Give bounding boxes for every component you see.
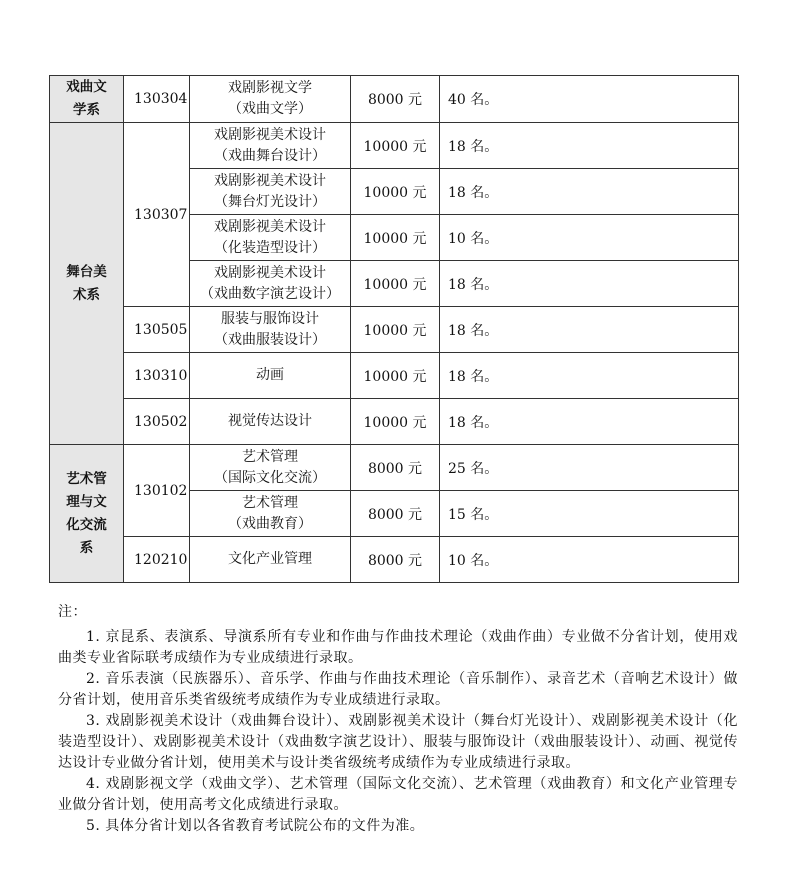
major-cell — [190, 76, 351, 123]
major-line: 艺术管理 — [242, 448, 298, 465]
major-line: 动画 — [256, 367, 284, 383]
major-line: （戏曲舞台设计） — [214, 147, 326, 164]
major-line: （舞台灯光设计） — [214, 193, 326, 210]
major-cell — [190, 399, 351, 445]
note-item: 3. 戏剧影视美术设计（戏曲舞台设计）、戏剧影视美术设计（舞台灯光设计）、戏剧影视美术设计（化装造型设计）、戏剧影视美术设计（戏曲数字演艺设计）、服装与服饰设计（戏曲服装设计）、动画、视觉传达设计专业做分省计划，使用美术与设计类省级统考成绩作为专业成绩进行录取。 — [58, 713, 738, 771]
fee-cell: 10000 元 — [351, 353, 440, 399]
dept-line: 学系 — [73, 102, 100, 118]
code-cell: 120210 — [124, 537, 190, 583]
fee-cell: 10000 元 — [351, 399, 440, 445]
fee-cell: 10000 元 — [351, 261, 440, 307]
table-row — [50, 445, 739, 491]
major-line: 艺术管理 — [242, 494, 298, 511]
table-row — [50, 537, 739, 583]
note-item: 1. 京昆系、表演系、导演系所有专业和作曲与作曲技术理论（戏曲作曲）专业做不分省计划，使用戏曲类专业省际联考成绩作为专业成绩进行录取。 — [58, 629, 738, 666]
major-cell — [190, 261, 351, 307]
note-item: 5. 具体分省计划以各省教育考试院公布的文件为准。 — [86, 818, 425, 834]
major-line: 文化产业管理 — [228, 551, 312, 567]
fee-cell: 10000 元 — [351, 215, 440, 261]
major-cell — [190, 215, 351, 261]
table-row — [50, 76, 739, 123]
note-item: 4. 戏剧影视文学（戏曲文学）、艺术管理（国际文化交流）、艺术管理（戏曲教育）和文化产业管理专业做分省计划，使用高考文化成绩进行录取。 — [58, 776, 738, 813]
major-cell — [190, 353, 351, 399]
code-cell: 130310 — [124, 353, 190, 399]
quota-cell: 10 名。 — [440, 215, 739, 261]
major-cell — [190, 169, 351, 215]
quota-cell: 18 名。 — [440, 307, 739, 353]
major-cell — [190, 445, 351, 491]
note-item: 2. 音乐表演（民族器乐）、音乐学、作曲与作曲技术理论（音乐制作）、录音艺术（音响艺术设计）做分省计划，使用音乐类省级统考成绩作为专业成绩进行录取。 — [58, 671, 738, 708]
code-cell: 130102 — [124, 445, 190, 537]
major-line: （戏曲数字演艺设计） — [200, 285, 340, 302]
major-cell — [190, 307, 351, 353]
code-cell: 130505 — [124, 307, 190, 353]
major-line: （戏曲文学） — [228, 101, 312, 117]
quota-cell: 25 名。 — [440, 445, 739, 491]
major-line: （戏曲教育） — [228, 515, 312, 532]
dept-line: 舞台美 — [66, 263, 107, 280]
table-row — [50, 123, 739, 169]
major-line: 戏剧影视美术设计 — [214, 264, 326, 281]
fee-cell: 10000 元 — [351, 307, 440, 353]
quota-cell: 10 名。 — [440, 537, 739, 583]
fee-cell: 10000 元 — [351, 123, 440, 169]
dept-cell-opera-literature — [50, 76, 124, 123]
fee-cell: 10000 元 — [351, 169, 440, 215]
code-cell: 130307 — [124, 123, 190, 307]
fee-cell: 8000 元 — [351, 445, 440, 491]
major-line: （化装造型设计） — [214, 239, 326, 256]
dept-line: 术系 — [73, 286, 100, 303]
major-line: 视觉传达设计 — [228, 413, 312, 429]
notes-section — [58, 602, 738, 837]
major-cell — [190, 537, 351, 583]
major-line: 戏剧影视文学 — [228, 80, 312, 96]
quota-cell: 18 名。 — [440, 123, 739, 169]
dept-line: 化交流 — [66, 516, 107, 533]
quota-cell: 18 名。 — [440, 353, 739, 399]
quota-cell: 18 名。 — [440, 169, 739, 215]
major-cell — [190, 123, 351, 169]
major-line: 戏剧影视美术设计 — [214, 218, 326, 235]
fee-cell: 8000 元 — [351, 491, 440, 537]
admissions-table — [49, 75, 739, 583]
code-cell: 130502 — [124, 399, 190, 445]
major-line: 服装与服饰设计 — [221, 310, 319, 327]
fee-cell: 8000 元 — [351, 537, 440, 583]
quota-cell: 18 名。 — [440, 399, 739, 445]
table-row — [50, 399, 739, 445]
major-line: （国际文化交流） — [214, 469, 326, 486]
dept-line: 戏曲文 — [66, 79, 107, 95]
quota-cell: 18 名。 — [440, 261, 739, 307]
dept-line: 系 — [79, 539, 94, 556]
dept-line: 理与文 — [66, 493, 107, 510]
dept-cell-arts-management — [50, 445, 124, 583]
table-row — [50, 353, 739, 399]
major-line: 戏剧影视美术设计 — [214, 126, 326, 143]
dept-cell-stage-art — [50, 123, 124, 445]
major-line: 戏剧影视美术设计 — [214, 172, 326, 189]
code-cell: 130304 — [124, 76, 190, 123]
major-cell — [190, 491, 351, 537]
quota-cell: 15 名。 — [440, 491, 739, 537]
table-row — [50, 307, 739, 353]
notes-title: 注： — [58, 604, 87, 620]
dept-line: 艺术管 — [66, 470, 107, 487]
quota-cell: 40 名。 — [440, 76, 739, 123]
fee-cell: 8000 元 — [351, 76, 440, 123]
major-line: （戏曲服装设计） — [214, 331, 326, 348]
